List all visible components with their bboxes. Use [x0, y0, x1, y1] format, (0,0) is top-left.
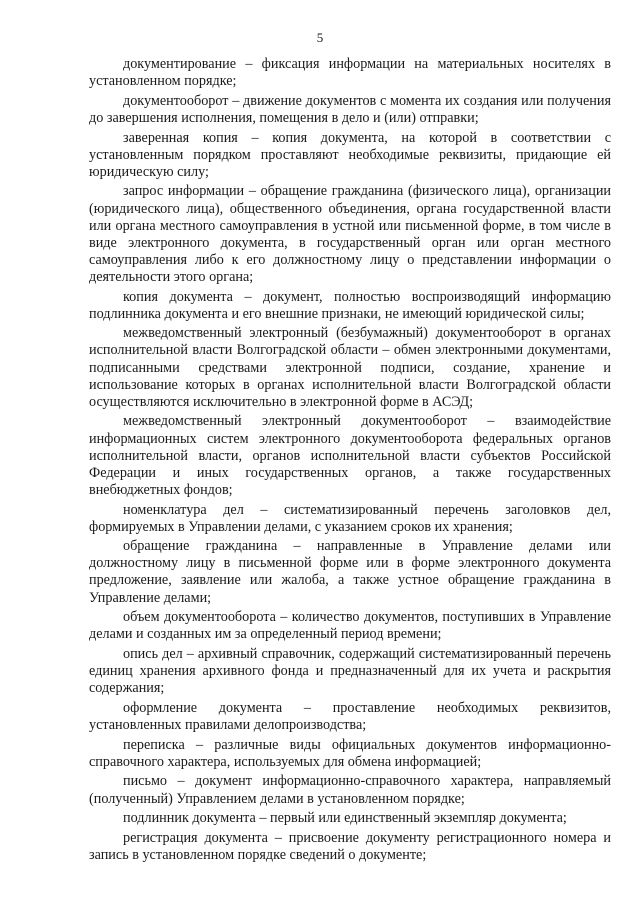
definition-perepiska: переписка – различные виды официальных документов информационно-справочного характера, используемых для обмена информацией;: [89, 736, 611, 770]
definition-pismo: письмо – документ информационно-справочного характера, направляемый (полученный) Управлением делами в установленном порядке;: [89, 773, 611, 807]
definition-dokumentirovanie: документирование – фиксация информации на материальных носителях в установленном порядке;: [89, 56, 611, 90]
definition-nomenklatura-del: номенклатура дел – систематизированный перечень заголовков дел, формируемых в Управлении делами, с указанием сроков их хранения;: [89, 501, 611, 535]
definition-registratsiya-dokumenta: регистрация документа – присвоение документу регистрационного номера и запись в установленном порядке сведений о документе;: [89, 829, 611, 864]
definition-oformlenie-dokumenta: оформление документа – проставление необходимых реквизитов, установленных правилами делопроизводства;: [89, 699, 611, 733]
definition-zapros-informatsii: запрос информации – обращение гражданина (физического лица), организации (юридического лица), общественного объединения, органа государственной власти или органа местного самоуправления в устной или письменной форме, в том числе в виде электронного документа, в государственный орган или орган местного самоуправления либо к его должностному лицу о представлении информации о деятельности этого органа;: [89, 183, 611, 285]
definition-obem-dokumentooborota: объем документооборота – количество документов, поступивших в Управление делами и созданных им за определенный период времени;: [89, 609, 611, 643]
definition-mezhved-dokumentooborot: межведомственный электронный документооборот – взаимодействие информационных систем электронного документооборота федеральных органов исполнительной власти, органов исполнительной власти субъектов Российской Федерации и иных государственных органов, а также государственных внебюджетных фондов;: [89, 413, 611, 498]
definition-podlinnik-dokumenta: подлинник документа – первый или единственный экземпляр документа;: [123, 810, 567, 827]
document-body: [89, 56, 611, 867]
definition-kopiya-dokumenta: копия документа – документ, полностью воспроизводящий информацию подлинника документа и его внешние признаки, не имеющий юридической силы;: [89, 288, 611, 322]
definition-zaverennaya-kopiya: заверенная копия – копия документа, на которой в соответствии с установленным порядком проставляют необходимые реквизиты, придающие ей юридическую силу;: [89, 129, 611, 180]
definition-opis-del: опись дел – архивный справочник, содержащий систематизированный перечень единиц хранения архивного фонда и предназначенный для их учета и раскрытия содержания;: [89, 646, 611, 697]
page-number: 5: [316, 30, 324, 45]
definition-obrashchenie-grazhdanina: обращение гражданина – направленные в Управление делами или должностному лицу в письменной форме или в форме электронного документа предложение, заявление или жалоба, а также устное обращение гражданина в Управление делами;: [89, 538, 611, 606]
definition-mezhved-bezbumazhny: межведомственный электронный (безбумажный) документооборот в органах исполнительной власти Волгоградской области – обмен электронными документами, подписанными средствами электронной подписи, создание, хранение и использование которых в органах исполнительной власти Волгоградской области осуществляются исключительно в электронной форме в АСЭД;: [89, 325, 611, 410]
definition-dokumentooborot: документооборот – движение документов с момента их создания или получения до завершения исполнения, помещения в дело и (или) отправки;: [89, 92, 611, 126]
